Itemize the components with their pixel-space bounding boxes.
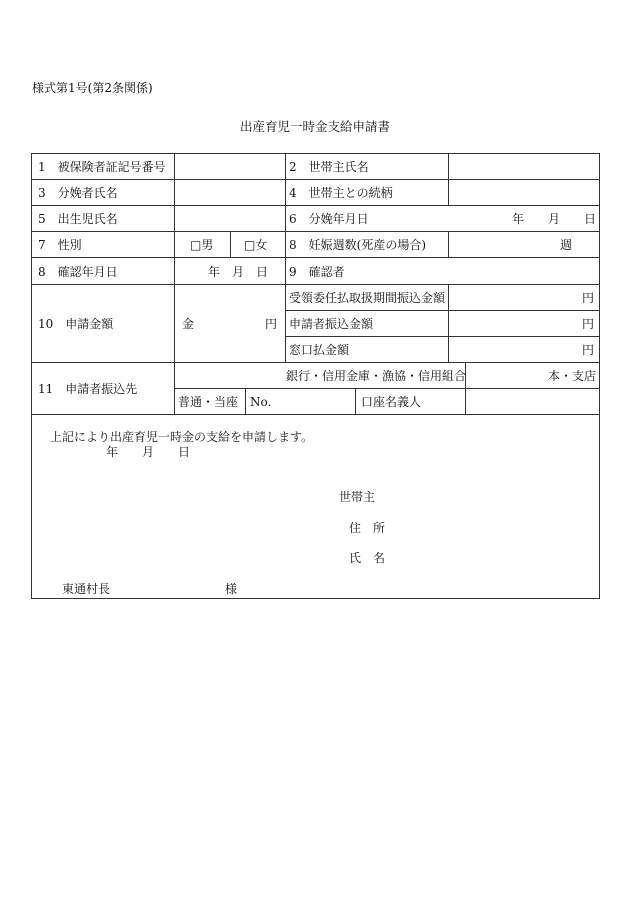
confirmation-date-value: 年 月 日 bbox=[208, 265, 269, 279]
entrusted-payment-amount-label: 受領委任払取扱期間振込金額 bbox=[289, 291, 446, 305]
honorific-sama: 様 bbox=[225, 582, 238, 596]
transfer-destination-label: 11 申請者振込先 bbox=[38, 382, 138, 396]
column-divider bbox=[465, 388, 466, 414]
amount-yen-unit: 円 bbox=[265, 317, 278, 331]
row-divider bbox=[32, 414, 599, 415]
gestation-weeks-label: 8 妊娠週数(死産の場合) bbox=[289, 238, 426, 252]
column-divider bbox=[174, 154, 175, 362]
counter-payment-amount-label: 窓口払金額 bbox=[289, 343, 350, 357]
row-divider bbox=[175, 388, 599, 389]
applicant-transfer-amount-label: 申請者振込金額 bbox=[289, 317, 374, 331]
sex-label: 7 性別 bbox=[38, 238, 82, 252]
column-divider bbox=[448, 154, 449, 179]
row-divider bbox=[32, 179, 599, 180]
name-label: 氏 名 bbox=[349, 551, 386, 565]
column-divider bbox=[448, 179, 449, 205]
account-type-label: 普通・当座 bbox=[178, 395, 239, 409]
delivering-person-name-label: 3 分娩者氏名 bbox=[38, 186, 118, 200]
row-divider bbox=[32, 362, 599, 363]
declaration-text: 上記により出産育児一時金の支給を申請します。 bbox=[50, 430, 314, 444]
column-divider bbox=[230, 231, 231, 257]
form-title: 出産育児一時金支給申請書 bbox=[239, 119, 390, 134]
form-number-heading: 様式第1号(第2条関係) bbox=[32, 81, 153, 95]
column-divider bbox=[174, 362, 175, 414]
column-divider bbox=[285, 154, 286, 362]
row-divider bbox=[32, 257, 599, 258]
financial-institution-types: 銀行・信用金庫・漁協・信用組合 bbox=[286, 369, 467, 383]
application-form-table bbox=[31, 153, 600, 599]
row-divider bbox=[32, 284, 599, 285]
applicant-transfer-yen: 円 bbox=[582, 317, 595, 331]
entrusted-payment-yen: 円 bbox=[582, 291, 595, 305]
row-divider bbox=[285, 310, 599, 311]
row-divider bbox=[32, 205, 599, 206]
confirmation-date-label: 8 確認年月日 bbox=[38, 265, 118, 279]
male-checkbox[interactable]: □男 bbox=[190, 238, 214, 252]
delivery-date-label: 6 分娩年月日 bbox=[289, 212, 369, 226]
gestation-weeks-unit: 週 bbox=[560, 238, 573, 252]
relationship-label: 4 世帯主との続柄 bbox=[289, 186, 393, 200]
householder-label: 世帯主 bbox=[339, 490, 376, 504]
column-divider bbox=[245, 388, 246, 414]
delivery-date-value: 年 月 日 bbox=[512, 212, 597, 226]
branch-label: 本・支店 bbox=[548, 369, 597, 383]
row-divider bbox=[285, 336, 599, 337]
column-divider bbox=[448, 231, 449, 257]
row-divider bbox=[32, 231, 599, 232]
confirmer-label: 9 確認者 bbox=[289, 265, 345, 279]
counter-payment-yen: 円 bbox=[582, 343, 595, 357]
addressee-mayor: 東通村長 bbox=[62, 582, 111, 596]
account-holder-label: 口座名義人 bbox=[361, 395, 422, 409]
amount-kin-label: 金 bbox=[182, 317, 195, 331]
householder-name-label: 2 世帯主氏名 bbox=[289, 160, 369, 174]
application-amount-label: 10 申請金額 bbox=[38, 317, 114, 331]
column-divider bbox=[448, 284, 449, 362]
female-checkbox[interactable]: □女 bbox=[244, 238, 268, 252]
newborn-name-label: 5 出生児氏名 bbox=[38, 212, 118, 226]
column-divider bbox=[355, 388, 356, 414]
account-number-label: No. bbox=[250, 395, 272, 409]
declaration-date: 年 月 日 bbox=[106, 445, 191, 459]
address-label: 住 所 bbox=[349, 521, 386, 535]
insurance-card-number-label: 1 被保険者証記号番号 bbox=[38, 160, 166, 174]
